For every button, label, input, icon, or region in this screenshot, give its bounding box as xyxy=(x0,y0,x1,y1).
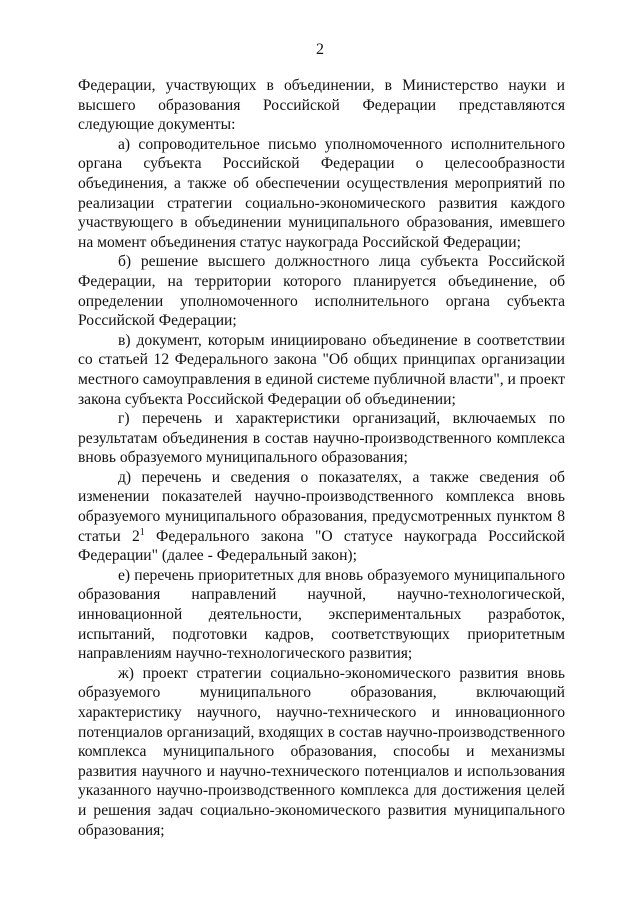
page-number: 2 xyxy=(316,41,324,58)
paragraph-zh: ж) проект стратегии социально-экономического развития вновь образуемого муниципального образования, включающий характеристику научного, научно-технического и инновационного потенциалов организаций, входящих в состав научно-производственного комплекса муниципального образования, способы и механизмы развития научного и научно-технического потенциалов и использования указанного научно-производственного комплекса для достижения целей и решения задач социально-экономического развития муниципального образования; xyxy=(78,664,565,839)
paragraph-b: б) решение высшего должностного лица субъекта Российской Федерации, на территории которого планируется объединение, об определении уполномоченного исполнительного органа субъекта Российской Федерации; xyxy=(78,253,565,330)
paragraph-intro: Федерации, участвующих в объединении, в Министерство науки и высшего образования Российской Федерации представляются следующие документы: xyxy=(78,77,565,134)
document-body xyxy=(78,76,565,840)
article-superscript: 1 xyxy=(139,526,145,538)
paragraph-a: а) сопроводительное письмо уполномоченного исполнительного органа субъекта Российской Федерации о целесообразности объединения, а также об обеспечении осуществления мероприятий по реализации стратегии социально-экономического развития каждого участвующего в объединении муниципального образования, имевшего на момент объединения статус наукограда Российской Федерации; xyxy=(78,135,565,251)
paragraph-d-end: Федерального закона "О статусе наукограда Российской Федерации" (далее - Федеральный закон); xyxy=(78,527,565,565)
paragraph-v: в) документ, которым инициировано объединение в соответствии со статьей 12 Федерального закона "Об общих принципах организации местного самоуправления в единой системе публичной власти", и проект закона субъекта Российской Федерации об объединении; xyxy=(78,331,566,408)
paragraph-d-start: д) перечень и сведения о показателях, а также сведения об изменении показателей научно-производственного комплекса вновь образуемого муниципального образования, предусмотренных пунктом 8 статьи 2 xyxy=(78,468,565,545)
paragraph-d xyxy=(78,468,565,566)
paragraph-g: г) перечень и характеристики организаций, включаемых по результатам объединения в состав научно-производственного комплекса вновь образуемого муниципального образования; xyxy=(78,410,565,467)
paragraph-e: е) перечень приоритетных для вновь образуемого муниципального образования направлений научной, научно-технологической, инновационной деятельности, экспериментальных разработок, испытаний, подготовки кадров, соответствующих приоритетным направлениям научно-технологического развития; xyxy=(78,566,565,663)
